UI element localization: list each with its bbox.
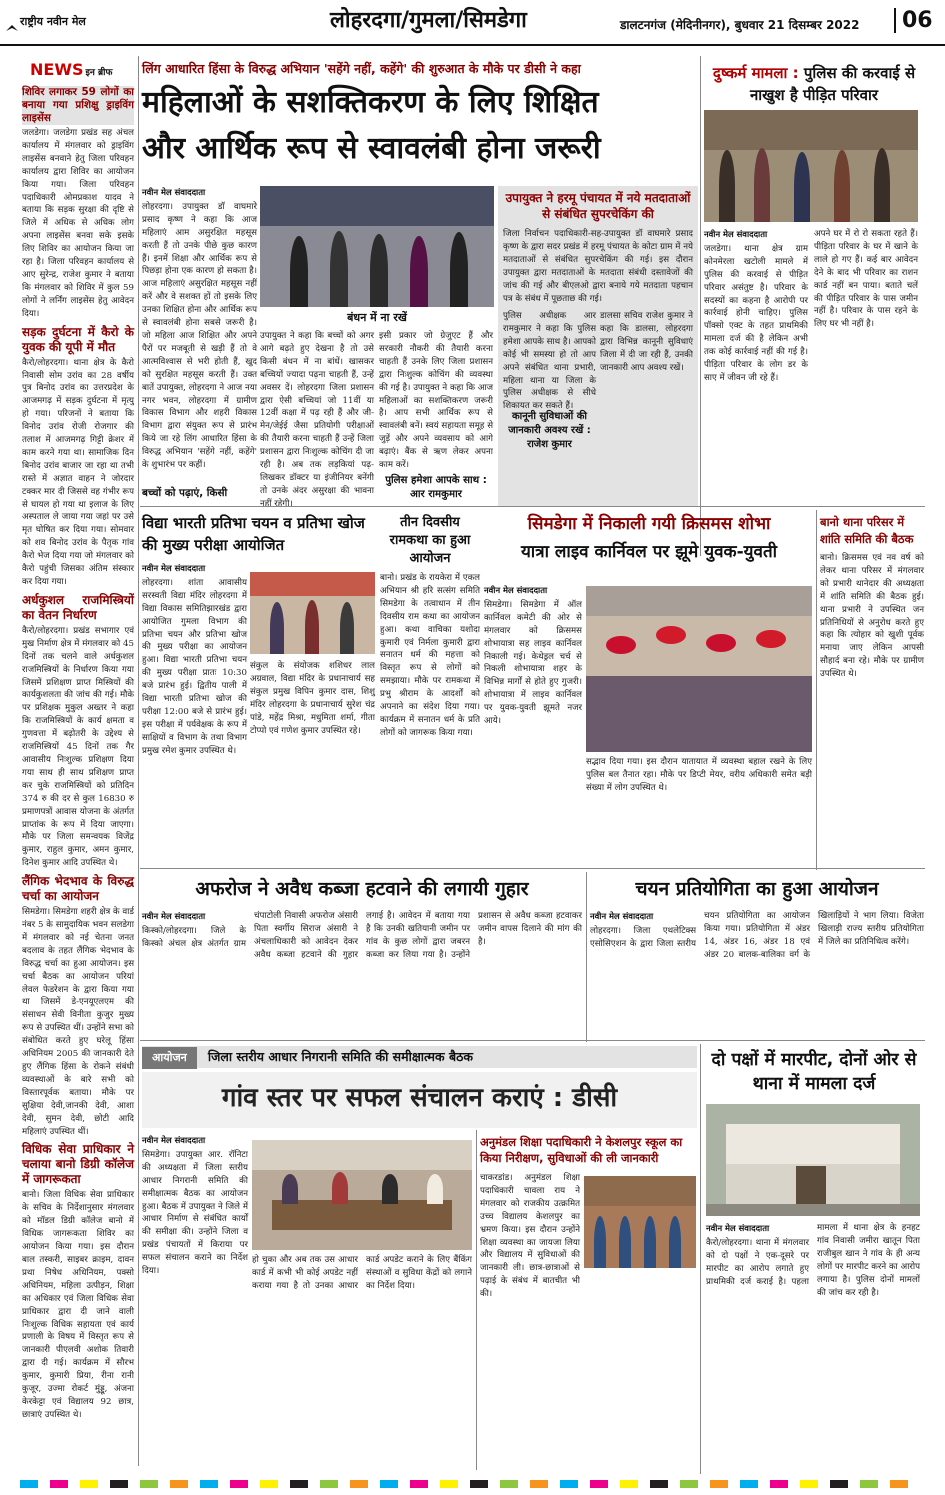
register-swatch — [590, 1480, 608, 1488]
register-swatch — [140, 1480, 158, 1488]
crime-body-2: अपने घर में रो रो सकता रहते हैं। पीड़िता परिवार के घर में खाने के लाले हो गए हैं। कई बार आवेदन देने के बाद भी परिवार का राशन कार्ड नहीं बन पाया। बताते चलें की पीड़ित परिवार के पास जमीन नहीं है। परिवार के पास रहने के लिए घर भी नहीं है। — [814, 229, 918, 330]
lead-body-3: इसी प्रकार जो ग्रेजुएट हैं और सरकारी नौकरी की तैयारी करना चाहती हैं उनके लिए जिला प्रशासन द्वारा निःशुल्क कोचिंग की व्यवस्था की गई है। उपायुक्त ने कहा कि आज महिलाओं का सशक्तिकरण जरूरी है। आप सभी आर्थिक रूप से स्वावलंबी बनें। स्वयं सहायता समूह से जुड़ें और अपने व्यवसाय को आगे बढ़ाएं। बैंक से ऋण लेकर अपना काम करें। — [379, 331, 493, 471]
register-swatch — [350, 1480, 368, 1488]
row-divider-2 — [140, 868, 925, 869]
voters-subhead: कानूनी सुविधाओं की जानकारी अवश्य रखें : राजेश कुमार — [508, 411, 591, 450]
voters-col-b — [600, 310, 693, 500]
lead-subhead-1: बच्चों को पढ़ाएं, किसी — [142, 487, 228, 499]
row-divider-1 — [140, 506, 925, 507]
byline: नवीन मेल संवाददाता — [704, 229, 768, 239]
bano-column — [820, 552, 924, 864]
christmas-column-1 — [484, 584, 582, 864]
bano-headline: बानो थाना परिसर में शांति समिति की बैठक — [820, 515, 914, 546]
lead-kicker: लिंग आधारित हिंसा के विरुद्ध अभियान 'सहेंगे नहीं, कहेंगे' की शुरुआत के मौके पर डीसी ने कहा — [142, 61, 581, 76]
voters-headline: उपायुक्त ने हरमू पंचायत में नये मतदाताओं से संबंधित सुपरचेकिंग की — [505, 191, 691, 221]
brief-item — [22, 86, 134, 321]
brief-body: बानो। जिला विधिक सेवा प्राधिकार के सचिव के निर्देशानुसार मंगलवार को मॉडल डिग्री कॉलेज बानो में विधिक जागरूकता शिविर का आयोजन किया गया। इस दौरान बाल तस्करी, साइबर क्राइम, दावन प्रथा निषेध अधिनियम, पक्सो अधिनियम, महिला उत्पीड़न, शिक्षा का अधिकार एवं जिला विधिक सेवा प्राधिकार द्वारा दी जाने वाली निःशुल्क विधिक सहायता एवं कार्य प्रणाली के विषय में विस्तृत रूप से जानकारी पीएलवी अशोक तिवारी द्वारा दी गई। कार्यक्रम में सौरभ कुमार, कुमारी प्रिया, रीना रानी कुजूर, उज्मा रोकर्ट मुंड्डू, अंजना केरकेट्टा एवं विद्यालय 92 छात्र, छात्राएं उपस्थित थे। — [22, 1190, 134, 1420]
clash-photo — [706, 1104, 920, 1216]
register-swatch — [530, 1480, 548, 1488]
register-swatch — [320, 1480, 338, 1488]
lead-column-3 — [379, 330, 493, 480]
page-number: 06 — [894, 8, 933, 33]
lead-photo-caption: बंधन में ना रखें — [347, 311, 407, 324]
bano-body: बानो। क्रिसमस एवं नव वर्ष को लेकर थाना परिसर में मंगलवार को प्रभारी थानेदार की अध्यक्षता में शांति समिति की बैठक हुई। थाना प्रभारी ने उपस्थित जन प्रतिनिधियों से अनुरोध करते हुए कहा कि त्योहार को खुशी पूर्वक मनाया जाए लेकिन आपसी सौहार्द बना रहे। मौके पर ग्रामीण उपस्थित थे। — [820, 553, 924, 680]
afroj-body: किस्को/लोहरदगा। जिले के किस्को अंचल क्षेत्र अंतर्गत ग्राम चंपाटोली निवासी अफरोज अंसारी पिता स्वर्गीय सिराज अंसारी ने अंचलाधिकारी को आवेदन देकर अवैध कब्जा हटवाने की गुहार लगाई है। आवेदन में बताया गया है कि उनकी खतियानी जमीन पर गांव के कुछ लोगों द्वारा जबरन कब्जा कर लिया गया है। उन्होंने प्रशासन से अवैध कब्जा हटवाकर जमीन वापस दिलाने की मांग की है। — [142, 911, 582, 960]
school-divider — [476, 1130, 477, 1470]
register-swatch — [410, 1480, 428, 1488]
brief-body: जलडेगा। जलडेगा प्रखंड सह अंचल कार्यालय में मंगलवार को ड्राइविंग लाइसेंस बनवाने हेतु जिला परिवहन कार्यालय द्वारा शिविर का आयोजन किया गया। जिला परिवहन पदाधिकारी ओमप्रकाश यादव ने बताया कि सड़क सुरक्षा की दृष्टि से जिले में अधिक से अधिक लोग अपना लाइसेंस बनवा सके इसके लिए शिविर का आयोजन किया जा रहा है। जिला परिवहन कार्यालय से आए सुरेन्द्र, राजेश कुमार ने बताया कि मंगलवार को शिविर में कुल 59 लोगों ने लर्निंग लाइसेंस हेतु आवेदन दिया। — [22, 128, 134, 319]
vidya-headline: विद्या भारती प्रतिभा चयन व प्रतिभा खोज की मुख्य परीक्षा आयोजित — [142, 514, 365, 554]
masthead-rule — [0, 44, 945, 46]
register-swatch — [560, 1480, 578, 1488]
clash-column — [706, 1222, 920, 1472]
dc-photo — [252, 1140, 472, 1250]
crime-headline — [704, 62, 924, 106]
lead-headline-line-2: और आर्थिक रूप से स्वावलंबी होना जरूरी — [142, 131, 601, 166]
voters-body-1: जिला निर्वाचन पदाधिकारी-सह-उपायुक्त डॉ वाघमारे प्रसाद कृष्ण के द्वारा सदर प्रखंड में हरमू पंचायत के कोटा ग्राम में नये मतदाताओं से संबंधित सुपरचेकिंग की गई। इस दौरान उपायुक्त द्वारा मतदाताओं के मतदाता संबंधी दस्तावेजों की जांच की गई और बीएलओ द्वारा बनाये गये मतदाता पहचान पत्र के संबंध में पूछताछ की गई। — [503, 229, 693, 304]
register-swatch — [200, 1480, 218, 1488]
crime-column-1 — [704, 228, 808, 508]
christmas-body-2: सद्भाव दिया गया। इस दौरान यातायात में व्यवस्था बहाल रखने के लिए पुलिस बल तैनात रहा। मौके पर डिप्टी मेयर, वरीय अधिकारी समेत बड़ी संख्या में लोग उपस्थित थे। — [586, 757, 812, 793]
brief-item — [22, 593, 134, 870]
vidya-column-2 — [250, 660, 375, 860]
byline: नवीन मेल संवाददाता — [590, 911, 654, 921]
dc-column-1 — [142, 1134, 248, 1474]
byline: नवीन मेल संवाददाता — [706, 1223, 770, 1233]
vidya-body-1: लोहरदगा। शांता आवासीय सरस्वती विद्या मंदिर लोहरदगा में विद्या विकास समितिझारखंड द्वारा आयोजित गुमला विभाग की प्रतिभा चयन और प्रतिभा खोज की मुख्य परीक्षा का आयोजन हुआ। विद्या भारती प्रतिभा चयन की मुख्य परीक्षा प्रातः 10:30 बजे प्रारंभ हुई। द्वितीय पाली में विद्या भारती प्रतिभा खोज की परीक्षा 12:00 बजे से प्रारंभ हुई। इस परीक्षा में पर्यवेक्षक के रूप में साक्षियों व विभाग के तथा विभाग प्रमुख रमेश कुमार उपस्थित थे। — [142, 577, 247, 756]
lead-subhead-3: पुलिस हमेशा आपके साथ : आर रामकुमार — [385, 475, 487, 500]
byline: नवीन मेल संवाददाता — [484, 585, 548, 595]
ramkatha-column — [380, 572, 480, 862]
crime-headline-black: पुलिस की करवाई से नाखुश है पीड़ित परिवार — [749, 64, 916, 104]
register-swatch — [740, 1480, 758, 1488]
byline: नवीन मेल संवाददाता — [142, 563, 206, 573]
brief-headline: शिविर लगाकर 59 लोगों का बनाया गया प्रशिक्षु ड्राइविंग लाइसेंस — [22, 86, 134, 124]
school-body: चाकरडांड। अनुमंडल शिक्षा पदाधिकारी चावला राय ने मंगलवार को राजकीय उत्क्रमित उच्च विद्यालय केशलपुर का भ्रमण किया। इस दौरान उन्होंने शिक्षा व्यवस्था का जायजा लिया और विद्यालय में सुविधाओं की जानकारी ली। छात्र-छात्राओं से पढ़ाई के संबंध में बातचीत भी की। — [480, 1173, 580, 1300]
brief-item — [22, 1142, 134, 1421]
brief-item — [22, 874, 134, 1138]
register-swatch — [770, 1480, 788, 1488]
dc-headline: गांव स्तर पर सफल संचालन कराएं : डीसी — [221, 1083, 618, 1113]
vidya-body-2: संकुल के संयोजक शशिधर लाल अग्रवाल, विद्या मंदिर के प्रधानाचार्य सह संकुल प्रमुख विपिन कुमार दास, शिशु मंदिर लोहरदगा के प्रधानाचार्य सुरेश चंद्र पांडे, महेंद्र मिश्रा, मधुमिता शर्मा, गीता टोप्पो एवं गणेश कुमार उपस्थित रहे। — [250, 661, 375, 736]
register-swatch — [710, 1480, 728, 1488]
sidebar-divider — [138, 56, 139, 1466]
masthead — [0, 0, 945, 46]
ramkatha-body: बानो। प्रखंड के रायकेरा में एकल अभियान श्री हरि सत्संग समिति सिमडेगा के तत्वाधान में तीन दिवसीय राम कथा का आयोजन हुआ। कथा वाचिका यशोदा कुमारी एवं निर्मला कुमारी द्वारा सनातन धर्म की महत्ता को विस्तृत रूप से लोगों को समझाया। मौके पर रामकथा में प्रभु श्रीराम के आदर्शों को अपनाने का संदेश दिया गया। कार्यक्रम में सनातन धर्म के प्रति लोगों को जागरूक किया गया। — [380, 573, 480, 738]
clash-divider — [700, 1044, 701, 1474]
byline: नवीन मेल संवाददाता — [142, 187, 206, 197]
dc-kicker-bar — [142, 1046, 697, 1068]
clash-body: कैरो/लोहरदगा। थाना में मंगलवार को दो पक्षों ने एक-दूसरे पर मारपीट का आरोप लगाते हुए प्राथमिकी दर्ज कराई है। पहला मामला में थाना क्षेत्र के हनहट गांव निवासी जमीरा खातून पिता राजीबुल खान ने गांव के ही अन्य लोगों पर मारपीट करने का आरोप लगाया है। पुलिस दोनों मामलों की जांच कर रही है। — [706, 1223, 920, 1298]
crime-divider — [700, 56, 701, 556]
contest-body: लोहरदगा। जिला एथलेटिक्स एसोसिएशन के द्वारा जिला स्तरीय चयन प्रतियोगिता का आयोजन किया गया। प्रतियोगिता में अंडर 14, अंडर 16, अंडर 18 एवं अंडर 20 बालक-बालिका वर्ग के खिलाड़ियों ने भाग लिया। विजेता खिलाड़ी राज्य स्तरीय प्रतियोगिता में जिले का प्रतिनिधित्व करेंगे। — [590, 911, 924, 960]
crime-body-1: जलडेगा। थाना क्षेत्र ग्राम कोनमेरला खटोली मामले में पुलिस की करवाई से पीड़ित परिवार असंतुष्ट है। परिवार के सदस्यों का कहना है आरोपी पर कार्रवाई होनी चाहिए। पुलिस पॉक्सो एक्ट के तहत प्राथमिकी मामला दर्ज की है लेकिन अभी तक कोई कार्रवाई नहीं की गई है। पीड़िता परिवार के लोग डर के साए में जीवन जी रहे हैं। — [704, 243, 808, 383]
register-swatch — [890, 1480, 908, 1488]
sidebar-column — [22, 86, 134, 1466]
dc-subhead: जिला स्तरीय आधार निगरानी समिति की समीक्षात्मक बैठक — [207, 1049, 473, 1064]
school-photo — [584, 1176, 696, 1268]
crime-headline-red: दुष्कर्म मामला : — [712, 64, 799, 82]
lead-photo — [260, 186, 494, 307]
school-column — [480, 1172, 580, 1472]
vidya-column-1 — [142, 562, 247, 860]
vidya-photo — [250, 572, 375, 654]
brief-body: सिमडेगा। सिमडेगा शहरी क्षेत्र के वार्ड नंबर 5 के सामुदायिक भवन सलडेगा में मंगलवार को नई चेतना जनत बदलाव के तहत लैंगिक भेदभाव के विरुद्ध चर्चा का हुआ आयोजन। इस चर्चा बैठक का आयोजन परियां लेवल फेडरेशन के द्वारा किया गया था जिसमें डे-एनयूएलएम की संसाधन सेवी विनीता कुजुर मुख्य रूप से उपस्थित थीं। उन्होंने सभा को संबोधित करते हुए घरेलू हिंसा अधिनियम 2005 की जानकारी देते हुए लैंगिक हिंसा के रोकने संबंधी व्यवस्थाओं के बारे सभी को विस्तारपूर्वक बताया। मौके पर सुक्षिया देवी,जानकी देवी, आशा देवी, सुमन देवी, छोटी आदि महिलाएं उपस्थित थीं। — [22, 907, 134, 1137]
afroj-headline: अफरोज ने अवैध कब्जा हटवाने की लगायी गुहार — [195, 878, 529, 900]
register-swatch — [800, 1480, 818, 1488]
brief-headline: अर्धकुशल राजमिस्त्रियों का वेतन निर्धारण — [22, 592, 134, 622]
byline: नवीन मेल संवाददाता — [142, 1135, 206, 1145]
brief-body: कैरो/लोहरदगा। प्रखंड सभागार एवं मुख निर्माण क्षेत्र में मंगलवार को 45 दिनों तक चलने वाले अर्धकुशल राजमिस्त्रियों के निर्धारण किया गया जिसमें प्रशिक्षण प्राप्त मिस्त्रियों की कार्यकुशलता की जांच की गई। मौके पर प्रशिक्षक मुकुल अख्तर ने कहा कि राजमिस्त्रियों के कार्य क्षमता व गुणवत्ता में बढ़ोतरी के उद्देश्य से राजमिस्त्रियों 45 दिनों तक गैर आवासीय निःशुल्क प्रशिक्षण दिया गया साथ ही साथ प्रशिक्षण प्राप्त कर चुके राजमिस्त्रियों को प्रतिदिन 374 रु की दर से कुल 16830 रु प्रमाणपत्रों आवास योजना के अंतर्गत प्राप्तांक के रूप में दिया जाएगा। मौके पर जिला समन्वयक विजेंद्र कुमार, राहुल कुमार, अमन कुमार, दिनेश कुमार आदि उपस्थित थे। — [22, 625, 134, 869]
lead-column-2 — [260, 330, 374, 509]
register-swatch — [260, 1480, 278, 1488]
register-swatch — [680, 1480, 698, 1488]
register-swatch — [830, 1480, 848, 1488]
dc-body-2: हो चुका और अब तक उस आधार कार्ड में कभी भी कोई अपडेट नहीं कराया गया है तो उनका आधार कार्ड अपडेट कराने के लिए बैंकिंग संस्थाओं व सुविधा केंद्रों को लगाने का निर्देश दिया। — [252, 1255, 472, 1291]
contest-headline: चयन प्रतियोगिता का हुआ आयोजन — [635, 878, 879, 900]
ramkatha-headline: तीन दिवसीय रामकथा का हुआ आयोजन — [389, 515, 471, 566]
paper-name: राष्ट्रीय नवीन मेल — [20, 15, 86, 28]
register-swatch — [290, 1480, 308, 1488]
dc-column-2 — [252, 1254, 472, 1474]
dc-kicker: आयोजन — [142, 1047, 197, 1069]
register-swatch — [50, 1480, 68, 1488]
christmas-headline-line-2: यात्रा लाइव कार्निवल पर झूमे युवक-युवती — [520, 542, 778, 562]
register-swatch — [470, 1480, 488, 1488]
register-swatch — [230, 1480, 248, 1488]
brief-headline: सड़क दुर्घटना में कैरो के युवक की यूपी में मौत — [22, 324, 134, 354]
news-brief-label — [30, 60, 130, 82]
news-label: NEWS — [30, 60, 84, 79]
bano-divider — [816, 510, 817, 870]
clash-headline: दो पक्षों में मारपीट, दोनों ओर से थाना में मामला दर्ज — [711, 1050, 917, 1094]
brief-headline: विधिक सेवा प्राधिकार ने चलाया बानो डिग्री कॉलेज में जागरूकता — [22, 1142, 134, 1187]
register-swatch — [500, 1480, 518, 1488]
color-register-strip — [0, 1476, 945, 1489]
lead-headline-line-1: महिलाओं के सशक्तिकरण के लिए शिक्षित — [142, 85, 599, 120]
crime-photo — [704, 110, 918, 222]
contest-divider — [586, 872, 587, 1042]
christmas-body-1: सिमडेगा। सिमडेगा में ऑल कार्निवल कमेटी की ओर से मंगलवार को क्रिसमस शोभायात्रा सह लाइव कार्निवल निकाली गई। केथेड्रल चर्च से निकली शोभायात्रा शहर के विभिन्न मार्गों से होते हुए गुजरी। शोभायात्रा में लाइव कार्निवल पर युवक-युवती झूमते नजर आये। — [484, 599, 582, 727]
register-swatch — [380, 1480, 398, 1488]
row-divider-3 — [140, 1040, 925, 1041]
register-swatch — [620, 1480, 638, 1488]
byline: नवीन मेल संवाददाता — [142, 911, 206, 921]
christmas-photo — [586, 586, 812, 752]
register-swatch — [110, 1480, 128, 1488]
contest-column — [590, 910, 924, 1034]
register-swatch — [20, 1480, 38, 1488]
voters-body-3: डालसा सचिव राजेश कुमार ने कहा कि डालसा, लोहरदगा द्वारा विभिन्न कानूनी सुविधाएं जिला में दी जा रही हैं, उनकी जानकारी आप अवश्य रखें। — [600, 311, 693, 373]
christmas-headline-line-1: सिमडेगा में निकाली गयी क्रिसमस शोभा — [527, 514, 771, 534]
lead-body-1: लोहरदगा। उपायुक्त डॉ वाघमारे प्रसाद कृष्ण ने कहा कि आज महिलाएं आम असुरक्षित महसूस करती हैं तो उनके पीछे कुछ कारण हैं। इनमें शिक्षा और आर्थिक रूप से पिछड़ा होना एक कारण हो सकता है। आज महिलाएं असुरक्षित महसूस नहीं करें और वे सशक्त हों तो इसके लिए उनका शिक्षित होना और आर्थिक रूप से स्वावलंबी होना सबसे जरूरी है। जो महिला आज शिक्षित और अपने पैरों पर मजबूती से खड़ी हैं तो वे आत्मविश्वास से भरी होती हैं, खुद को सुरक्षित महसूस करती हैं। उक्त बातें उपायुक्त, लोहरदगा ने आज नया नगर भवन, लोहरदगा में ग्रामीण विकास विभाग और शहरी विकास विभाग द्वारा संयुक्त रूप से प्रारंभ किये जा रहे लिंग आधारित हिंसा के विरुद्ध अभियान 'सहेंगे नहीं, कहेंगे' के शुभारंभ पर कहीं। — [142, 201, 257, 471]
brief-item — [22, 325, 134, 589]
brief-headline: लैंगिक भेदभाव के विरुद्ध चर्चा का आयोजन — [22, 874, 134, 904]
bird-logo-icon — [6, 18, 18, 26]
register-swatch — [170, 1480, 188, 1488]
crime-column-2 — [814, 228, 918, 508]
voters-body-top — [503, 228, 693, 306]
register-swatch — [80, 1480, 98, 1488]
brief-label: इन ब्रीफ — [85, 68, 113, 78]
register-swatch — [440, 1480, 458, 1488]
brief-body: कैरो/लोहरदगा। थाना क्षेत्र के कैरो निवासी सोम उरांव का 28 वर्षीय पुत्र बिनोद उरांव का उत्तरप्रदेश के आजमगढ़ में सड़क दुर्घटना में मृत्यु हो गया। परिजनों ने बताया कि विनोद उरांव रोजी रोजगार की तलाश में आजमगढ़ गिट्टी क्रेशर में काम करने गया था। सामाजिक दिन बिनोद उरांव बाजार जा रहा था तभी रास्ते में अज्ञात वाहन ने जोरदार टक्कर मार दी जिससे वह गंभीर रूप से घायल हो गया था इलाज के लिए अस्पताल ले जाया गया जहां पर उसे मृत घोषित कर दिया गया। सोमवार को शव बिनोद उरांव के पैतृक गांव कैरो भेज दिया गया जो मंगलवार को कैरो पहुंची जिसका अंतिम संस्कार कर दिया गया। — [22, 357, 134, 587]
dateline: डालटनगंज (मेदिनीनगर), बुधवार 21 दिसम्बर 2022 — [620, 18, 860, 32]
lead-body-2: उपायुक्त ने कहा कि बच्चों को अगर आगे बढ़ते हुए देखना है तो उसे किसी बंधन में ना बांधें। खासकर बच्चियों ज्यादा पढ़ना चाहती हैं, उन्हें अवसर दें। लोहरदगा जिला प्रशासन द्वारा ऐसी बच्चियां जो 11वीं या 12वीं कक्षा में पढ़ रही हैं और जी-मेन/जेईई जैसा प्रतियोगी परीक्षाओं की तैयारी करना चाहती हैं उन्हें जिला प्रशासन द्वारा निःशुल्क कोचिंग दी जा रही है। अब तक लड़कियां पढ़-लिखकर डॉक्टर या इंजीनियर बनेंगी तो उनके अंदर असुरक्षा की भावना नहीं रहेगी। — [260, 331, 374, 509]
voters-body-2: पुलिस अधीक्षक आर रामकुमार ने कहा कि पुलिस हमेशा आपके साथ है। आपको कोई भी समस्या हो तो आप अपने संबंधित थाना प्रभारी, महिला थाना या जिला के पुलिस अधीक्षक से सीधे शिकायत कर सकते हैं। — [503, 311, 596, 412]
dc-body-1: सिमडेगा। उपायुक्त आर. रॉनिटा की अध्यक्षता में जिला स्तरीय आधार निगरानी समिति की समीक्षात्मक बैठक का आयोजन हुआ। बैठक में उपायुक्त ने जिले में आधार निर्माण से संबंधित कार्यों की समीक्षा की। उन्होंने जिला व प्रखंड पंचायतों में किराया पर सफल संचालन कराने का निर्देश दिया। — [142, 1149, 248, 1277]
lead-column-1 — [142, 186, 257, 496]
section-title: लोहरदगा/गुमला/सिमडेगा — [330, 8, 527, 33]
register-swatch — [860, 1480, 878, 1488]
school-headline: अनुमंडल शिक्षा पदाधिकारी ने केशलपुर स्कूल का किया निरीक्षण, सुविधाओं की ली जानकारी — [480, 1135, 683, 1165]
afroj-column — [142, 910, 582, 1034]
christmas-column-2 — [586, 756, 812, 866]
register-swatch — [650, 1480, 668, 1488]
